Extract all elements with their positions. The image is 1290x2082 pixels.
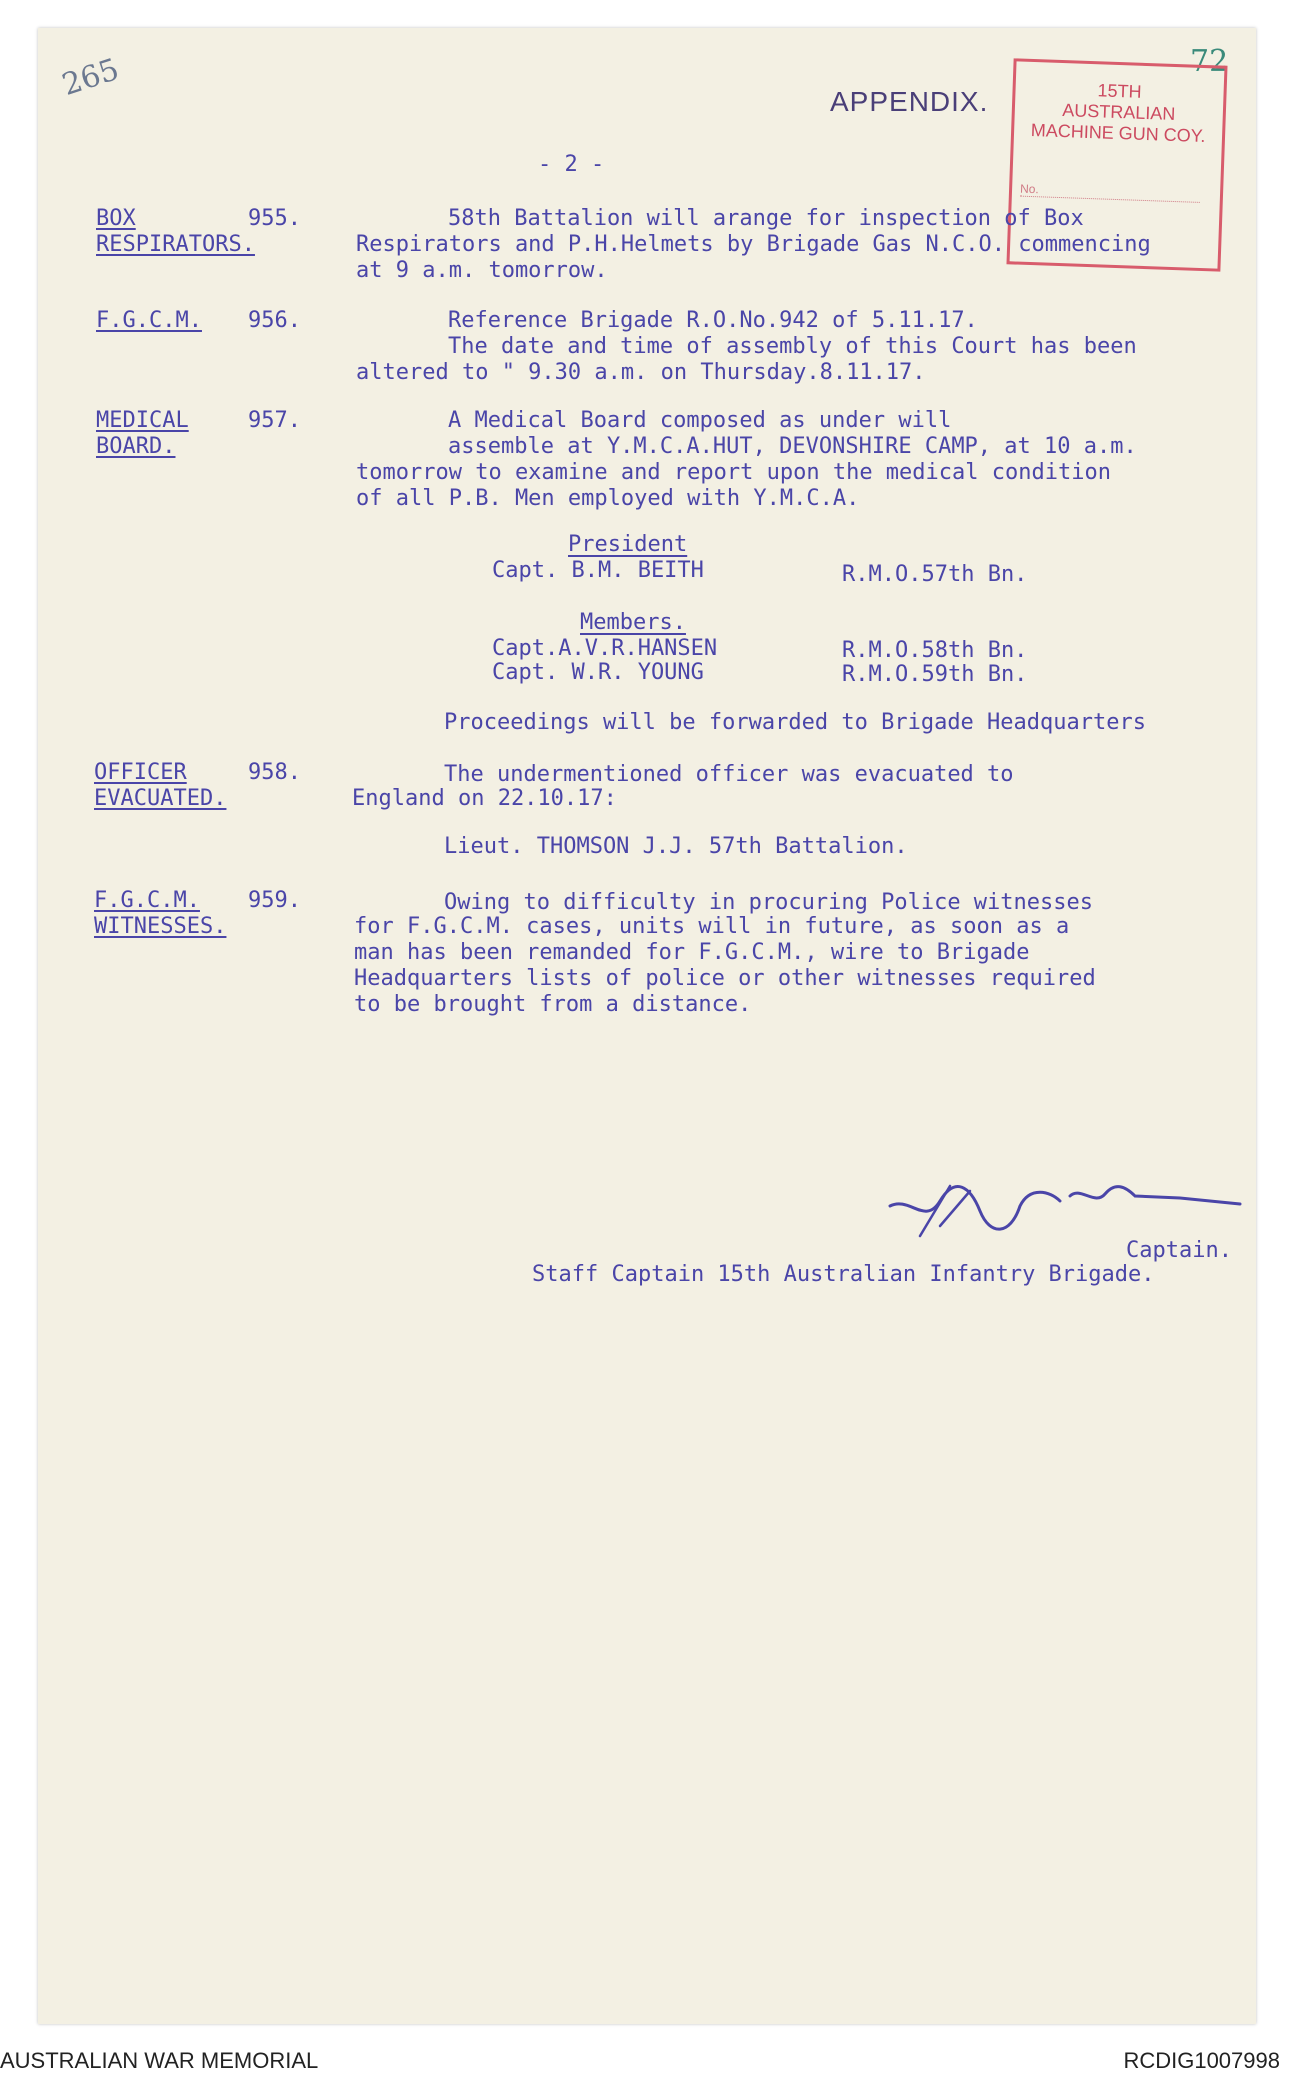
footer-institution: AUSTRALIAN WAR MEMORIAL (0, 2048, 319, 2073)
item-957-body-1: A Medical Board composed as under will (448, 408, 952, 433)
footer-record-id: RCDIG1007998 (1123, 2048, 1280, 2073)
item-959-body-4: Headquarters lists of police or other witnesses required (354, 966, 1096, 991)
item-958-number: 958. (248, 760, 301, 785)
item-958-body-2: England on 22.10.17: (352, 786, 617, 811)
item-955-number: 955. (248, 206, 301, 231)
board-president-name: Capt. B.M. BEITH (492, 558, 704, 583)
stamp-line-1: 15TH (1097, 80, 1142, 102)
item-956-body-3: altered to " 9.30 a.m. on Thursday.8.11.17. (356, 360, 926, 385)
board-president-role: R.M.O.57th Bn. (842, 562, 1028, 587)
item-957-body-3: tomorrow to examine and report upon the medical condition (356, 460, 1111, 485)
item-959-heading-1: F.G.C.M. (94, 888, 200, 913)
stamp-line-3: MACHINE GUN COY. (1030, 119, 1206, 147)
item-958-heading-1: OFFICER (94, 760, 187, 785)
board-president-heading: President (568, 532, 688, 557)
stamp-number-label: No. (1020, 182, 1200, 203)
item-958-body-1: The undermentioned officer was evacuated to (444, 762, 1014, 787)
item-955-heading-1: BOX (96, 206, 136, 231)
item-956-body-1: Reference Brigade R.O.No.942 of 5.11.17. (448, 308, 978, 333)
item-958-officer: Lieut. THOMSON J.J. 57th Battalion. (444, 834, 908, 859)
item-959-body-1: Owing to difficulty in procuring Police witnesses (444, 890, 1094, 915)
item-959-body-3: man has been remanded for F.G.C.M., wire to Brigade (354, 940, 1030, 965)
item-956-number: 956. (248, 308, 301, 333)
item-959-body-2: for F.G.C.M. cases, units will in future, as soon as a (354, 914, 1070, 939)
pencil-page-number: 265 (57, 52, 124, 103)
item-957-heading-1: MEDICAL (96, 408, 189, 433)
appendix-heading: APPENDIX. (830, 86, 989, 117)
board-member-2-role: R.M.O.59th Bn. (842, 662, 1028, 687)
item-957-body-4: of all P.B. Men employed with Y.M.C.A. (356, 486, 860, 511)
item-957-number: 957. (248, 408, 301, 433)
item-955-heading-2: RESPIRATORS. (96, 232, 255, 257)
item-955-body-3: at 9 a.m. tomorrow. (356, 258, 608, 283)
item-959-number: 959. (248, 888, 301, 913)
item-957-body-2: assemble at Y.M.C.A.HUT, DEVONSHIRE CAMP, at 10 a.m. (448, 434, 1137, 459)
board-member-1-name: Capt.A.V.R.HANSEN (492, 636, 718, 661)
signature-title: Captain. (1126, 1238, 1232, 1263)
item-955-body-2: Respirators and P.H.Helmets by Brigade Gas N.C.O. commencing (356, 232, 1151, 257)
signature-line: Staff Captain 15th Australian Infantry Brigade. (532, 1262, 1155, 1287)
item-956-body-2: The date and time of assembly of this Court has been (448, 334, 1137, 359)
board-members-heading: Members. (580, 610, 686, 635)
item-959-heading-2: WITNESSES. (94, 914, 227, 939)
stamp-line-2: AUSTRALIAN (1062, 100, 1176, 124)
folio-number: 72 (1190, 44, 1229, 79)
page-marker: - 2 - (538, 152, 605, 177)
board-member-1-role: R.M.O.58th Bn. (842, 638, 1028, 663)
board-proceedings: Proceedings will be forwarded to Brigade Headquarters (444, 710, 1146, 735)
item-959-body-5: to be brought from a distance. (354, 992, 752, 1017)
board-member-2-name: Capt. W.R. YOUNG (492, 660, 704, 685)
item-955-body-1: 58th Battalion will arange for inspection of Box (448, 206, 1084, 231)
item-956-heading: F.G.C.M. (96, 308, 202, 333)
item-957-heading-2: BOARD. (96, 434, 176, 459)
item-958-heading-2: EVACUATED. (94, 786, 227, 811)
